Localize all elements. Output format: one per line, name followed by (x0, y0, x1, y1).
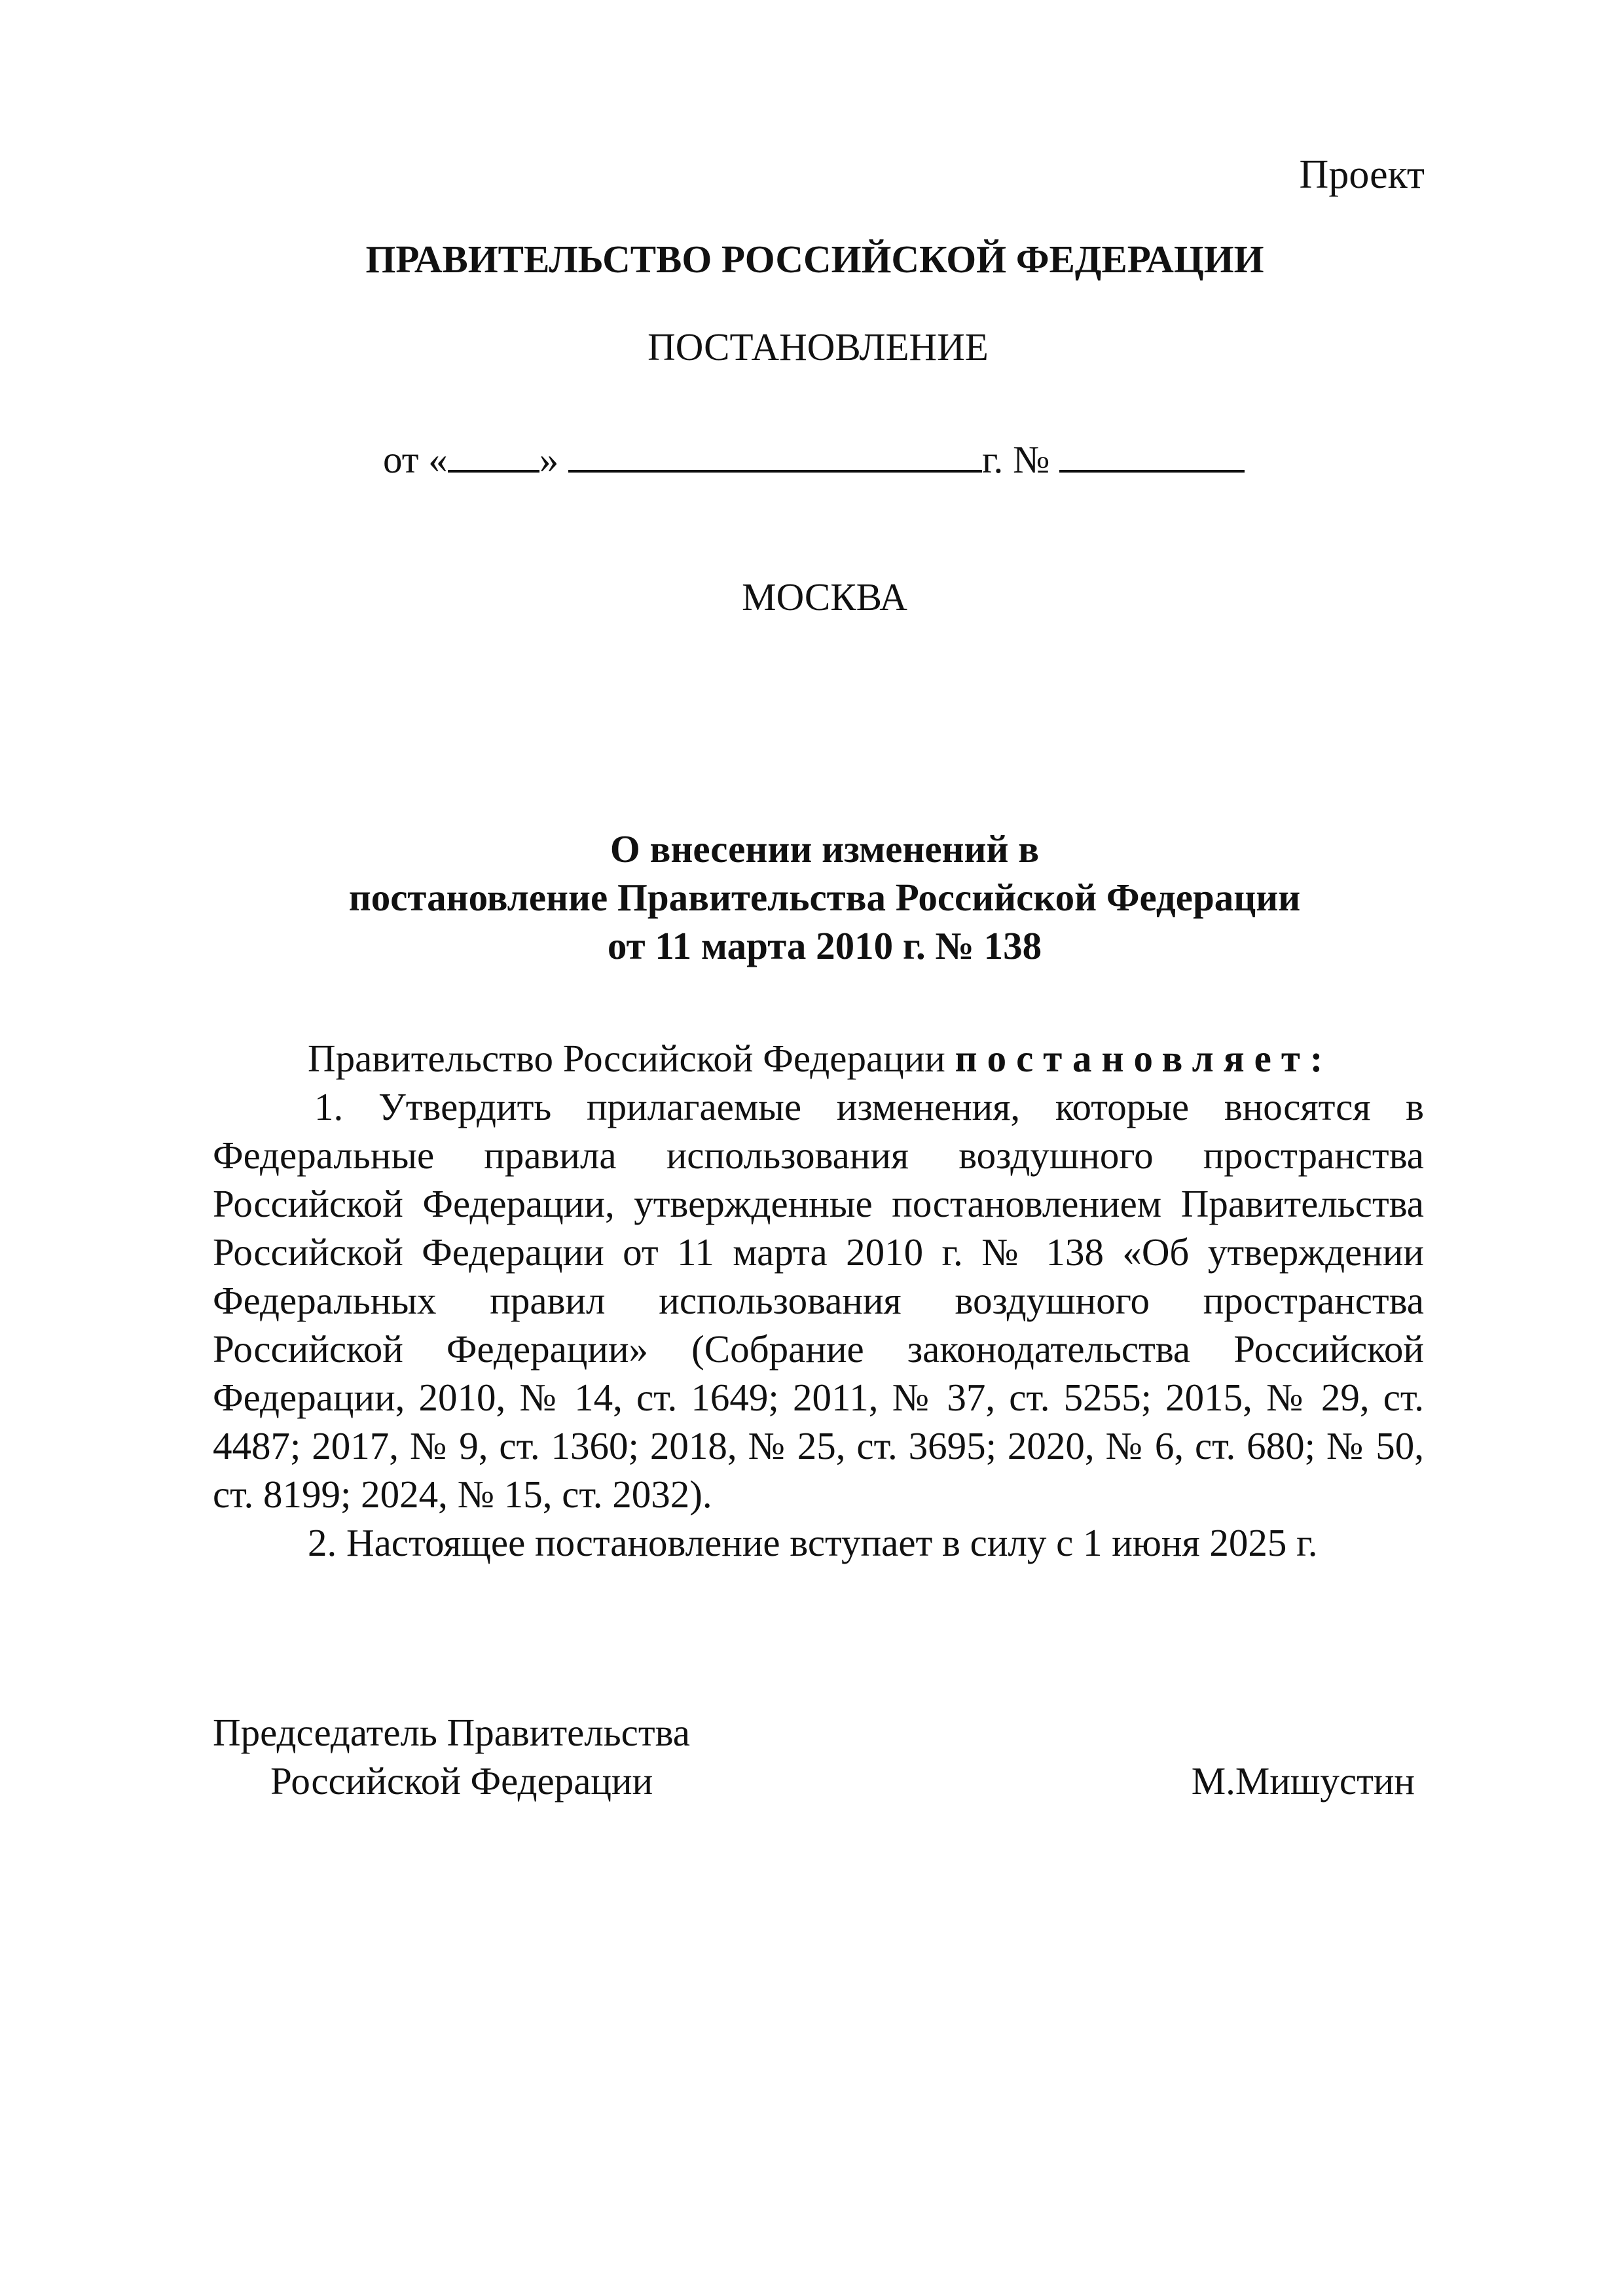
date-close: » (539, 438, 559, 481)
signatory-title-line-2: Российской Федерации (270, 1759, 653, 1803)
paragraph-2: 2. Настоящее постановление вступает в силу с 1 июня 2025 г. (308, 1521, 1318, 1564)
subject-line-2: постановление Правительства Российской Федерации (348, 876, 1301, 919)
day-blank (448, 433, 539, 473)
paragraph-1: 1. Утвердить прилагаемые изменения, которые вносятся в Федеральные правила использования воздушного пространства Российской Федерации, утвержденные постановлением Правительства Российской Федерации от 11 марта 2010 г. № 138 «Об утверждении Федеральных правил использования воздушного пространства Российской Федерации» (Собрание законодательства Российской Федерации, 2010, № 14, ст. 1649; 2011, № 37, ст. 5255; 2015, № 29, ст. 4487; 2017, № 9, ст. 1360; 2018, № 25, ст. 3695; 2020, № 6, ст. 680; № 50, ст. 8199; 2024, № 15, ст. 2032). (213, 1085, 1424, 1516)
government-title: ПРАВИТЕЛЬСТВО РОССИЙСКОЙ ФЕДЕРАЦИИ (365, 238, 1264, 281)
decree-intro (213, 1034, 1424, 1083)
signatory-name: М.Мишустин (1191, 1759, 1415, 1803)
document-type: ПОСТАНОВЛЕНИЕ (647, 325, 989, 368)
intro-text: Правительство Российской Федерации (308, 1037, 955, 1080)
date-number-line (383, 433, 1245, 482)
date-prefix: от « (383, 438, 448, 481)
city: МОСКВА (742, 575, 907, 619)
decree-word: постановляет: (955, 1037, 1333, 1080)
subject-line-3: от 11 марта 2010 г. № 138 (607, 924, 1042, 967)
document-subject (0, 825, 1623, 970)
number-blank (1059, 433, 1245, 473)
draft-mark: Проект (1299, 152, 1425, 197)
year-number-label: г. № (982, 438, 1050, 481)
document-body (213, 1034, 1424, 1567)
signatory-title (213, 1708, 690, 1805)
subject-line-1: О внесении изменений в (610, 827, 1040, 870)
signatory-title-line-1: Председатель Правительства (213, 1711, 690, 1754)
month-year-blank (568, 433, 982, 473)
